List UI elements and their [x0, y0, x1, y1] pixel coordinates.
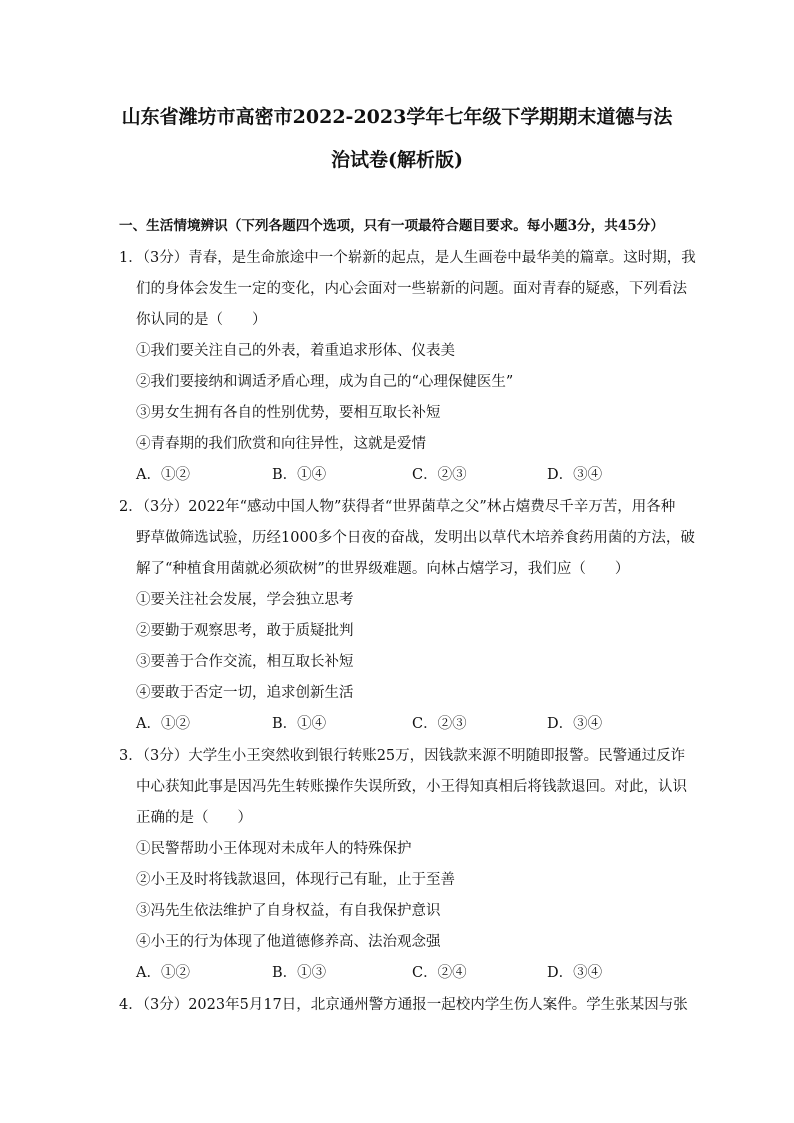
question-2-line-2: 野草做筛选试验，历经1000多个日夜的奋战，发明出以草代木培养食药用菌的方法，破 — [136, 530, 695, 546]
question-2-option-1: ①要关注社会发展，学会独立思考 — [136, 592, 354, 608]
question-2-choice-b: B．①④ — [272, 716, 327, 732]
question-1-line-1: 1．（3分）青春，是生命旅途中一个崭新的起点，是人生画卷中最华美的篇章。这时期，我 — [119, 250, 696, 266]
question-3-line-1: 3．（3分）大学生小王突然收到银行转账25万，因钱款来源不明随即报警。民警通过反诈 — [119, 748, 686, 764]
question-2-choice-c: C．②③ — [412, 716, 467, 732]
question-3-option-1: ①民警帮助小王体现对未成年人的特殊保护 — [136, 841, 412, 857]
question-1-line-3: 你认同的是（ ） — [136, 312, 267, 328]
question-2-line-3: 解了“种植食用菌就必须砍树”的世界级难题。向林占熺学习，我们应（ ） — [136, 561, 630, 577]
question-2-option-3: ③要善于合作交流，相互取长补短 — [136, 654, 354, 670]
question-3-choices — [0, 964, 794, 982]
question-3-choice-c: C．②④ — [412, 965, 467, 981]
question-2-option-4: ④要敢于否定一切，追求创新生活 — [136, 685, 354, 701]
question-4-line-1: 4．（3分）2023年5月17日，北京通州警方通报一起校内学生伤人案件。学生张某因与张 — [119, 997, 688, 1013]
question-3-option-4: ④小王的行为体现了他道德修养高、法治观念强 — [136, 934, 441, 950]
question-1-option-2: ②我们要接纳和调适矛盾心理，成为自己的“心理保健医生” — [136, 374, 514, 390]
question-3-choice-a: A．①② — [136, 965, 190, 981]
question-3-choice-b: B．①③ — [272, 965, 327, 981]
question-2-option-2: ②要勤于观察思考，敢于质疑批判 — [136, 623, 354, 639]
question-3-line-3: 正确的是（ ） — [136, 810, 252, 826]
question-3-line-2: 中心获知此事是因冯先生转账操作失误所致，小王得知真相后将钱款退回。对此，认识 — [136, 779, 687, 795]
question-1-line-2: 们的身体会发生一定的变化，内心会面对一些崭新的问题。面对青春的疑惑，下列看法 — [136, 281, 687, 297]
question-2-choice-d: D．③④ — [547, 716, 603, 732]
question-3-option-2: ②小王及时将钱款退回，体现行己有耻，止于至善 — [136, 872, 455, 888]
question-1-choice-d: D．③④ — [547, 467, 603, 483]
question-1-option-1: ①我们要关注自己的外表，着重追求形体、仪表美 — [136, 343, 455, 359]
question-1-option-4: ④青春期的我们欣赏和向往异性，这就是爱情 — [136, 436, 426, 452]
question-1-choices — [0, 466, 794, 484]
question-1-choice-c: C．②③ — [412, 467, 467, 483]
document-title-line-2: 治试卷(解析版) — [331, 149, 463, 171]
question-1-choice-a: A．①② — [136, 467, 190, 483]
document-title-line-1: 山东省潍坊市高密市2022-2023学年七年级下学期期末道德与法 — [121, 106, 673, 128]
question-2-choice-a: A．①② — [136, 716, 190, 732]
question-3-choice-d: D．③④ — [547, 965, 603, 981]
question-3-option-3: ③冯先生依法维护了自身权益，有自我保护意识 — [136, 903, 441, 919]
question-1-option-3: ③男女生拥有各自的性别优势，要相互取长补短 — [136, 405, 441, 421]
question-1-choice-b: B．①④ — [272, 467, 327, 483]
question-2-choices — [0, 715, 794, 733]
section-heading: 一、生活情境辨识（下列各题四个选项，只有一项最符合题目要求。每小题3分，共45分） — [119, 218, 664, 234]
question-2-line-1: 2．（3分）2022年“感动中国人物”获得者“世界菌草之父”林占熺费尽千辛万苦，用各种 — [119, 499, 676, 515]
